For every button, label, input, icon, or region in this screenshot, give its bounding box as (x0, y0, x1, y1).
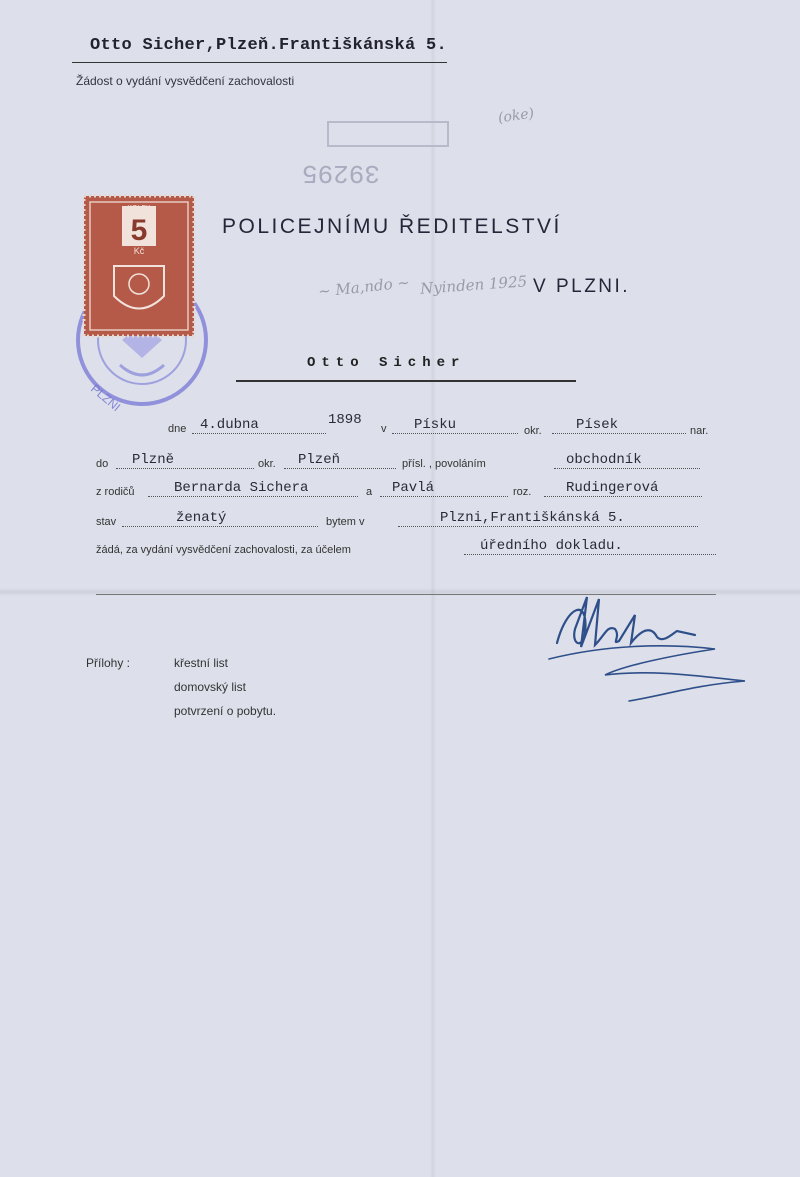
attachment-item: potvrzení o pobytu. (174, 704, 277, 718)
reception-stamp (301, 120, 460, 200)
parents-label: z rodičů (96, 486, 135, 498)
header-underline (72, 62, 447, 63)
addressee-city: V PLZNI. (533, 276, 631, 297)
dotted-line (148, 496, 358, 497)
svg-text:KOLEK: KOLEK (127, 205, 151, 212)
dotted-line (544, 496, 702, 497)
signature (545, 585, 755, 705)
residence: Plzni,Františkánská 5. (440, 510, 625, 526)
dotted-line (122, 526, 318, 527)
dotted-line (552, 433, 686, 434)
addressee-title: POLICEJNÍMU ŘEDITELSTVÍ (222, 215, 562, 238)
occupation: obchodník (566, 452, 642, 468)
request-text: žádá, za vydání vysvědčení zachovalosti, za účelem (96, 544, 351, 556)
mother-maiden: Rudingerová (566, 480, 659, 496)
birthplace: Písku (414, 417, 457, 433)
belonging-label: přísl. , povoláním (402, 458, 486, 470)
status: ženatý (176, 510, 227, 526)
svg-text:5: 5 (130, 214, 148, 247)
and-label: a (366, 486, 373, 498)
born-year: 1898 (328, 412, 362, 428)
dotted-line (464, 554, 716, 555)
mother: Pavlá (392, 480, 435, 496)
dotted-line (116, 468, 254, 469)
attachments-label: Přílohy : (86, 656, 131, 670)
dotted-line (392, 433, 518, 434)
born-date: 4.dubna (200, 417, 259, 433)
applicant-name: Otto Sicher (307, 355, 466, 371)
pencil-note: ~ Ma,ndo ~ (317, 273, 411, 301)
in-label: v (381, 423, 387, 435)
domicile-district-label: okr. (258, 458, 276, 470)
dotted-line (380, 496, 508, 497)
revenue-stamp (84, 196, 194, 336)
born-suffix: nar. (690, 425, 709, 437)
svg-text:PLZNI: PLZNI (88, 381, 124, 415)
svg-text:Kč: Kč (133, 246, 145, 256)
district: Písek (576, 417, 619, 433)
subject-line: Žádost o vydání vysvědčení zachovalosti (76, 74, 295, 88)
domicile: Plzně (132, 452, 175, 468)
stamp-number: 39295 (301, 158, 380, 188)
domicile-label: do (96, 458, 109, 470)
district-label: okr. (524, 425, 542, 437)
domicile-district: Plzeň (298, 452, 341, 468)
dotted-line (192, 433, 326, 434)
born-label: dne (168, 423, 187, 435)
applicant-underline (236, 380, 576, 382)
pencil-note: (oke) (497, 105, 536, 127)
purpose: úředního dokladu. (480, 538, 623, 554)
residence-label: bytem v (326, 516, 365, 528)
attachment-item: křestní list (174, 656, 229, 670)
nee-label: roz. (513, 486, 532, 498)
dotted-line (398, 526, 698, 527)
applicant-header: Otto Sicher,Plzeň.Františkánská 5. (90, 36, 448, 55)
dotted-line (284, 468, 396, 469)
attachment-item: domovský list (174, 680, 247, 694)
dotted-line (554, 468, 700, 469)
status-label: stav (96, 516, 117, 528)
father: Bernarda Sichera (174, 480, 309, 496)
pencil-note: Nyinden 1925 (419, 272, 528, 298)
